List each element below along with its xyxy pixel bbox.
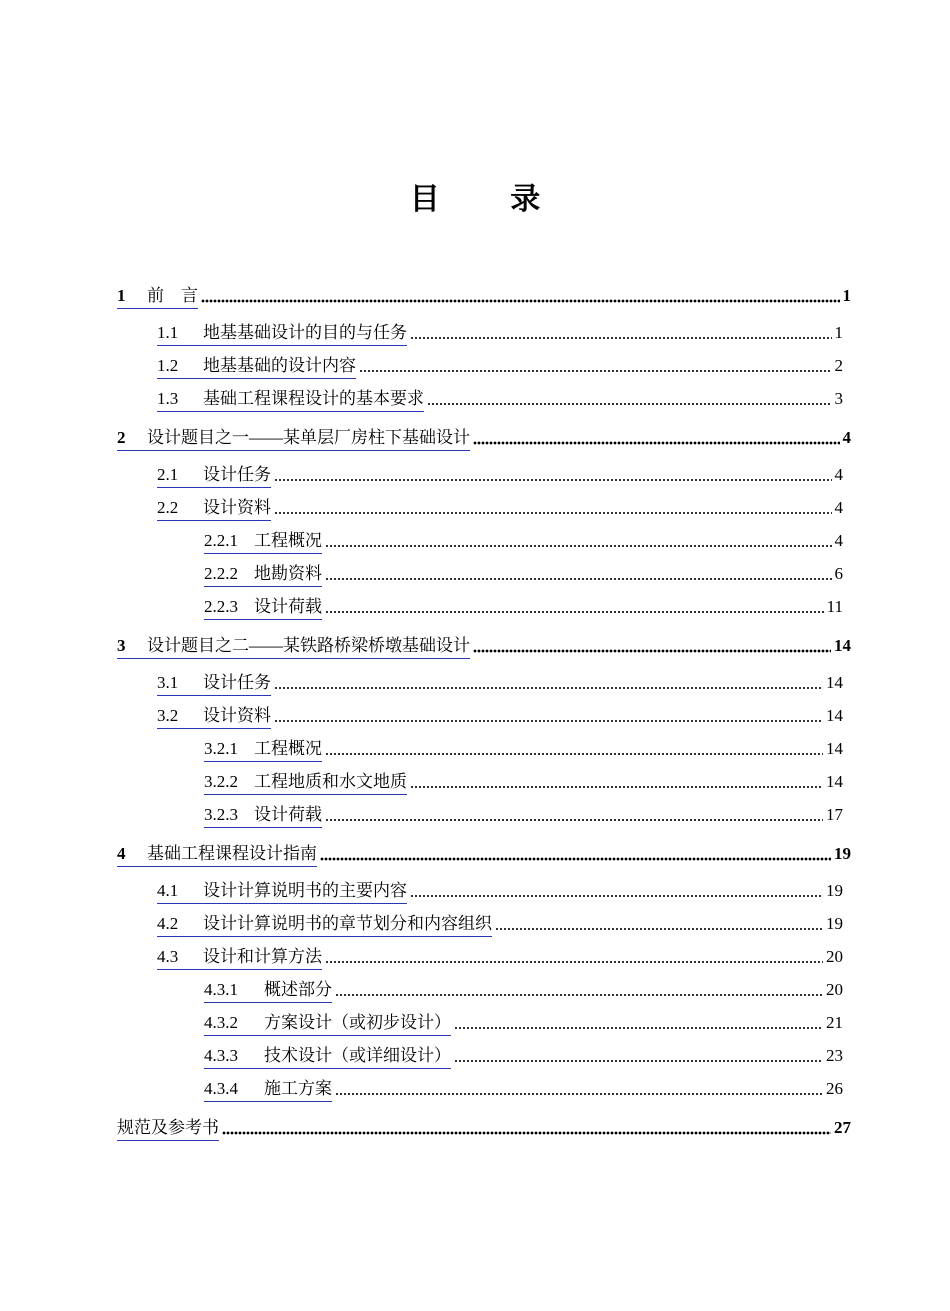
toc-entry-link[interactable]: [117, 1117, 219, 1141]
toc-entry-link[interactable]: [157, 946, 322, 970]
toc-entry[interactable]: [157, 388, 843, 412]
toc-entry-link[interactable]: [157, 322, 407, 346]
toc-entry-number: 3.1: [157, 673, 179, 692]
toc-entry-link[interactable]: [117, 427, 470, 451]
toc-entry[interactable]: [117, 427, 851, 451]
toc-entry-number: 1.2: [157, 356, 179, 375]
toc-entry[interactable]: [157, 322, 843, 346]
toc-entry-title: 设计计算说明书的章节划分和内容组织: [203, 914, 492, 933]
toc-entry-page-number: 4: [834, 465, 843, 484]
toc-entry[interactable]: [204, 1045, 843, 1069]
toc-entry-title: 技术设计（或详细设计）: [264, 1046, 451, 1065]
toc-entry-number: 1.3: [157, 389, 179, 408]
toc-entry-page-number: 4: [834, 531, 843, 550]
dot-leader: [325, 751, 823, 757]
dot-leader: [325, 959, 823, 965]
dot-leader: [359, 368, 832, 374]
toc-entry-number: 3: [117, 636, 126, 655]
dot-leader: [274, 510, 832, 516]
toc-entry-title: 施工方案: [264, 1079, 332, 1098]
dot-leader: [274, 718, 823, 724]
dot-leader: [473, 648, 831, 654]
toc-entry-title: 设计资料: [203, 706, 271, 725]
toc-entry-title: 设计任务: [203, 465, 271, 484]
dot-leader: [201, 298, 840, 304]
toc-entry-page-number: 14: [826, 772, 843, 791]
dot-leader: [274, 477, 832, 483]
toc-entry-link[interactable]: [204, 738, 322, 762]
toc-entry-link[interactable]: [204, 979, 332, 1003]
toc-entry[interactable]: [117, 843, 851, 867]
dot-leader: [325, 576, 832, 582]
toc-entry-title: 工程地质和水文地质: [254, 772, 407, 791]
toc-entry-number: 2.1: [157, 465, 179, 484]
toc-entry-title: 设计计算说明书的主要内容: [203, 881, 407, 900]
toc-entry[interactable]: [204, 1012, 843, 1036]
toc-entry[interactable]: [157, 913, 843, 937]
toc-entry-title: 规范及参考书: [117, 1118, 219, 1137]
toc-entry[interactable]: [117, 635, 851, 659]
page-title: 目 录: [409, 182, 571, 217]
toc-entry-page-number: 27: [834, 1118, 851, 1137]
toc-entry-page-number: 23: [826, 1046, 843, 1065]
dot-leader: [320, 856, 831, 862]
toc-entry-title: 工程概况: [254, 739, 322, 758]
toc-entry[interactable]: [157, 355, 843, 379]
toc-entry-link[interactable]: [157, 705, 271, 729]
toc-entry-page-number: 1: [834, 323, 843, 342]
toc-entry-number: 3.2: [157, 706, 179, 725]
toc-entry[interactable]: [157, 880, 843, 904]
toc-entry-number: 4.3.4: [204, 1079, 238, 1098]
toc-entry-page-number: 19: [826, 881, 843, 900]
toc-entry-title: 设计和计算方法: [203, 947, 322, 966]
toc-entry-number: 2.2.1: [204, 531, 238, 550]
dot-leader: [410, 893, 823, 899]
toc-entry[interactable]: [204, 771, 843, 795]
toc-entry-number: 1.1: [157, 323, 179, 342]
toc-entry-link[interactable]: [117, 843, 317, 867]
toc-entry-title: 设计题目之一——某单层厂房柱下基础设计: [147, 428, 470, 447]
toc-entry-page-number: 14: [826, 739, 843, 758]
toc-entry-page-number: 4: [842, 428, 851, 447]
toc-entry-link[interactable]: [157, 497, 271, 521]
toc-entry-page-number: 14: [834, 636, 851, 655]
toc-entry-link[interactable]: [204, 530, 322, 554]
toc-entry-page-number: 21: [826, 1013, 843, 1032]
toc-entry-page-number: 4: [834, 498, 843, 517]
dot-leader: [325, 817, 823, 823]
toc-entry-page-number: 19: [834, 844, 851, 863]
dot-leader: [335, 1091, 823, 1097]
toc-entry[interactable]: [204, 1078, 843, 1102]
toc-entry-link[interactable]: [157, 880, 407, 904]
toc-entry-number: 4.3.3: [204, 1046, 238, 1065]
dot-leader: [335, 992, 823, 998]
toc-entry-link[interactable]: [204, 804, 322, 828]
toc-entry[interactable]: [204, 738, 843, 762]
dot-leader: [325, 609, 824, 615]
toc-entry-page-number: 14: [826, 706, 843, 725]
toc-entry-page-number: 1: [842, 286, 851, 305]
toc-entry[interactable]: [204, 563, 843, 587]
toc-entry-title: 地基基础设计的目的与任务: [203, 323, 407, 342]
toc-entry-number: 4.3: [157, 947, 179, 966]
toc-entry-number: 2: [117, 428, 126, 447]
toc-entry-title: 设计资料: [203, 498, 271, 517]
dot-leader: [495, 926, 823, 932]
toc-entry-title: 设计题目之二——某铁路桥梁桥墩基础设计: [147, 636, 470, 655]
toc-entry-number: 1: [117, 286, 126, 305]
dot-leader: [427, 401, 832, 407]
toc-entry-number: 4.1: [157, 881, 179, 900]
toc-entry-title: 基础工程课程设计的基本要求: [203, 389, 424, 408]
toc-entry-link[interactable]: [117, 635, 470, 659]
toc-entry-number: 2.2.3: [204, 597, 238, 616]
toc-entry-link[interactable]: [157, 355, 356, 379]
toc-entry-page-number: 19: [826, 914, 843, 933]
dot-leader: [473, 440, 840, 446]
toc-entry-title: 概述部分: [264, 980, 332, 999]
toc-entry-page-number: 20: [826, 947, 843, 966]
toc-entry-link[interactable]: [204, 1012, 451, 1036]
toc-entry-title: 设计荷载: [254, 805, 322, 824]
toc-entry-link[interactable]: [204, 771, 407, 795]
toc-entry[interactable]: [157, 705, 843, 729]
toc-entry[interactable]: [157, 497, 843, 521]
toc-entry-link[interactable]: [157, 913, 492, 937]
toc-entry-link[interactable]: [157, 388, 424, 412]
toc-entry-title: 方案设计（或初步设计）: [264, 1013, 451, 1032]
toc-entry-number: 4.3.2: [204, 1013, 238, 1032]
toc-entry-link[interactable]: [157, 672, 271, 696]
toc-entry-link[interactable]: [157, 464, 271, 488]
toc-entry-title: 前 言: [147, 286, 198, 305]
toc-entry-title: 基础工程课程设计指南: [147, 844, 317, 863]
dot-leader: [410, 784, 823, 790]
toc-entry-page-number: 11: [826, 597, 843, 616]
toc-entry-title: 地勘资料: [254, 564, 322, 583]
toc-entry[interactable]: [117, 1117, 851, 1141]
toc-entry-number: 3.2.1: [204, 739, 238, 758]
dot-leader: [454, 1058, 823, 1064]
toc-entry[interactable]: [204, 979, 843, 1003]
toc-entry-link[interactable]: [117, 285, 198, 309]
toc-entry-title: 地基基础的设计内容: [203, 356, 356, 375]
toc-entry-title: 设计任务: [203, 673, 271, 692]
dot-leader: [410, 335, 832, 341]
toc-entry-page-number: 3: [834, 389, 843, 408]
toc-entry-page-number: 20: [826, 980, 843, 999]
toc-entry-page-number: 6: [834, 564, 843, 583]
toc-entry-page-number: 2: [834, 356, 843, 375]
toc-entry-number: 3.2.2: [204, 772, 238, 791]
toc-entry[interactable]: [204, 596, 843, 620]
toc-entry-link[interactable]: [204, 1078, 332, 1102]
toc-entry[interactable]: [157, 464, 843, 488]
toc-entry-title: 设计荷载: [254, 597, 322, 616]
toc-entry-title: 工程概况: [254, 531, 322, 550]
toc-entry-number: 2.2: [157, 498, 179, 517]
toc-entry[interactable]: [204, 804, 843, 828]
toc-entry-link[interactable]: [204, 563, 322, 587]
toc-entry-number: 4.2: [157, 914, 179, 933]
toc-entry-link[interactable]: [204, 1045, 451, 1069]
toc-entry-number: 3.2.3: [204, 805, 238, 824]
toc-entry-number: 2.2.2: [204, 564, 238, 583]
toc-entry-link[interactable]: [204, 596, 322, 620]
toc-entry-number: 4: [117, 844, 126, 863]
dot-leader: [454, 1025, 823, 1031]
toc-entry[interactable]: [157, 672, 843, 696]
dot-leader: [274, 685, 823, 691]
toc-entry-page-number: 17: [826, 805, 843, 824]
toc-entry-page-number: 14: [826, 673, 843, 692]
toc-entry-number: 4.3.1: [204, 980, 238, 999]
toc-entry[interactable]: [117, 285, 851, 309]
toc-entry[interactable]: [204, 530, 843, 554]
toc-entry-page-number: 26: [826, 1079, 843, 1098]
dot-leader: [222, 1130, 831, 1136]
toc-entry[interactable]: [157, 946, 843, 970]
dot-leader: [325, 543, 832, 549]
